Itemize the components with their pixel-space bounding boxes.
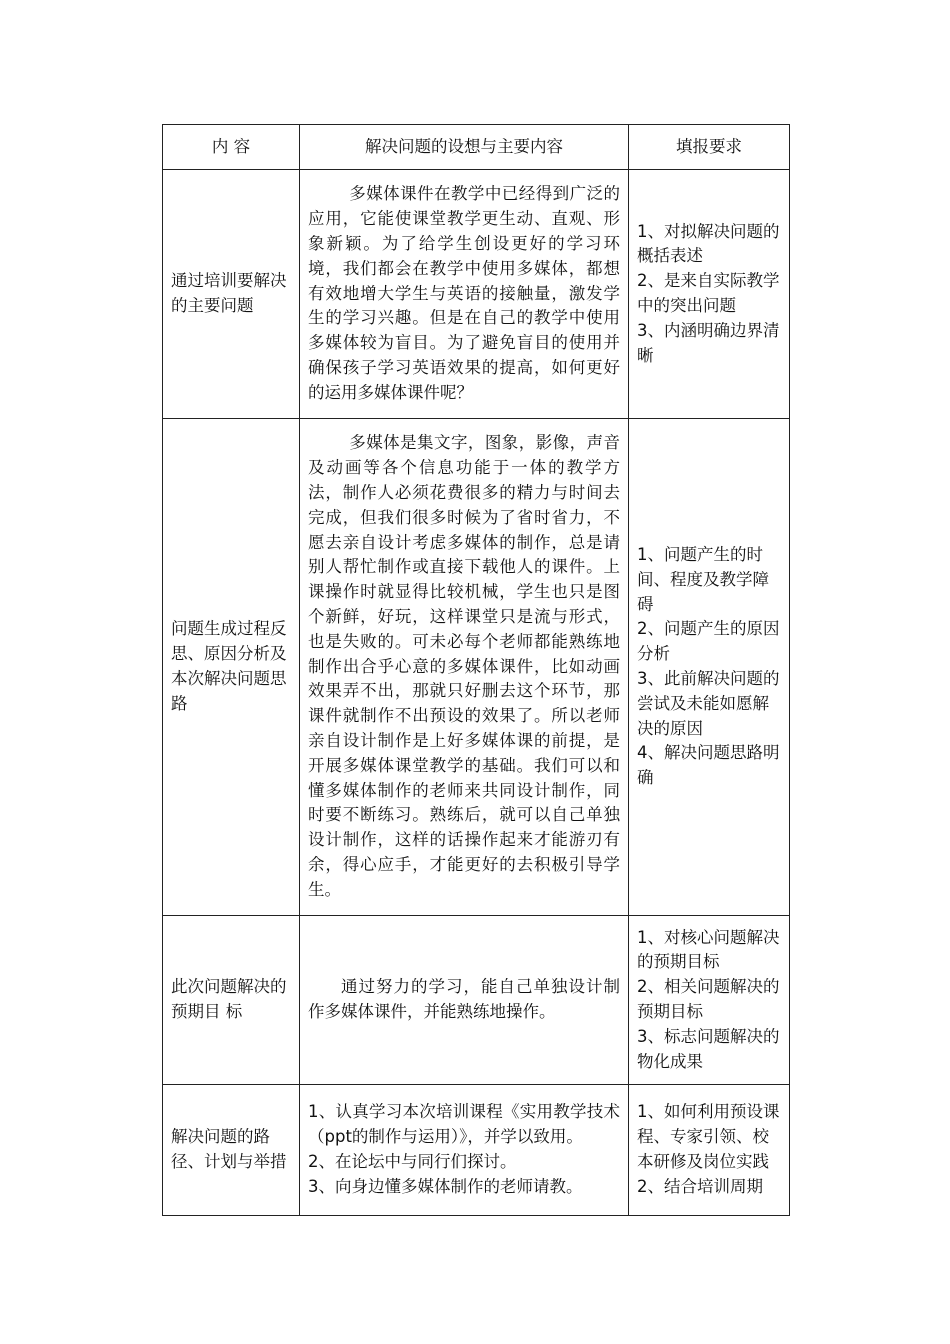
- training-plan-table: [162, 124, 790, 1216]
- row-requirements: [629, 916, 790, 1085]
- content-line: 2、在论坛中与同行们探讨。: [308, 1152, 517, 1171]
- table-row: [163, 170, 790, 419]
- row-content: [300, 419, 629, 916]
- content-paragraph: 通过努力的学习，能自己单独设计制作多媒体课件，并能熟练地操作。: [308, 977, 620, 1021]
- requirement-item: 1、如何利用预设课程、专家引领、校本研修及岗位实践: [637, 1102, 780, 1171]
- requirement-item: 3、标志问题解决的物化成果: [637, 1026, 780, 1071]
- requirement-item: 1、对拟解决问题的概括表述: [637, 221, 780, 266]
- requirement-item: 2、相关问题解决的预期目标: [637, 977, 780, 1021]
- requirement-item: 4、解决问题思路明确: [637, 743, 780, 788]
- content-paragraph: 多媒体是集文字，图象，影像，声音及动画等各个信息功能于一体的教学方法，制作人必须花费很多的精力与时间去完成，但我们很多时候为了省时省力，不愿去亲自设计考虑多媒体的制作，总是请别人帮忙制作或直接下载他人的课件。上课操作时就显得比较机械，学生也只是图个新鲜，好玩，这样课堂只是流与形式，也是失败的。可未必每个老师都能熟练地制作出合乎心意的多媒体课件，比如动画效果弄不出，那就只好删去这个环节，那课件就制作不出预设的效果了。所以老师亲自设计制作是上好多媒体课的前提，是开展多媒体课堂教学的基础。我们可以和懂多媒体制作的老师来共同设计制作，同时要不断练习。熟练后，就可以自己单独设计制作，这样的话操作起来才能游刃有余，得心应手，才能更好的去积极引导学生。: [308, 433, 620, 899]
- header-ideas: 解决问题的设想与主要内容: [300, 125, 629, 170]
- content-paragraph: 多媒体课件在教学中已经得到广泛的应用，它能使课堂教学更生动、直观、形象新颖。为了给学生创设更好的学习环境，我们都会在教学中使用多媒体，都想有效地增大学生与英语的接触量，激发学生的学习兴趣。但是在自己的教学中使用多媒体较为盲目。为了避免盲目的使用并确保孩子学习英语效果的提高，如何更好的运用多媒体课件呢？: [308, 184, 620, 402]
- requirement-item: 1、对核心问题解决的预期目标: [637, 927, 780, 972]
- requirement-item: 1、问题产生的时间、程度及教学障碍: [637, 545, 769, 614]
- row-content: [300, 170, 629, 419]
- requirement-item: 3、内涵明确边界清晰: [637, 320, 780, 365]
- requirement-item: 3、此前解决问题的尝试及未能如愿解决的原因: [637, 669, 780, 738]
- content-line: 3、向身边懂多媒体制作的老师请教。: [308, 1176, 583, 1196]
- header-content: 内 容: [163, 125, 300, 170]
- requirement-item: 2、结合培训周期: [637, 1176, 763, 1196]
- row-content: [300, 1085, 629, 1216]
- row-requirements: [629, 419, 790, 916]
- row-content: [300, 916, 629, 1085]
- row-requirements: [629, 1085, 790, 1216]
- table-row: [163, 419, 790, 916]
- row-label: 解决问题的路径、计划与举措: [163, 1085, 300, 1216]
- content-line: 1、认真学习本次培训课程《实用教学技术（ppt的制作与运用）》，并学以致用。: [308, 1102, 620, 1147]
- row-label: 通过培训要解决的主要问题: [163, 170, 300, 419]
- requirement-item: 2、是来自实际教学中的突出问题: [637, 271, 780, 315]
- row-label: 问题生成过程反思、原因分析及本次解决问题思路: [163, 419, 300, 916]
- table-header-row: [163, 125, 790, 170]
- table-row: [163, 1085, 790, 1216]
- requirement-item: 2、问题产生的原因分析: [637, 619, 780, 664]
- row-label: 此次问题解决的预期目 标: [163, 916, 300, 1085]
- table-row: [163, 916, 790, 1085]
- header-requirements: 填报要求: [629, 125, 790, 170]
- row-requirements: [629, 170, 790, 419]
